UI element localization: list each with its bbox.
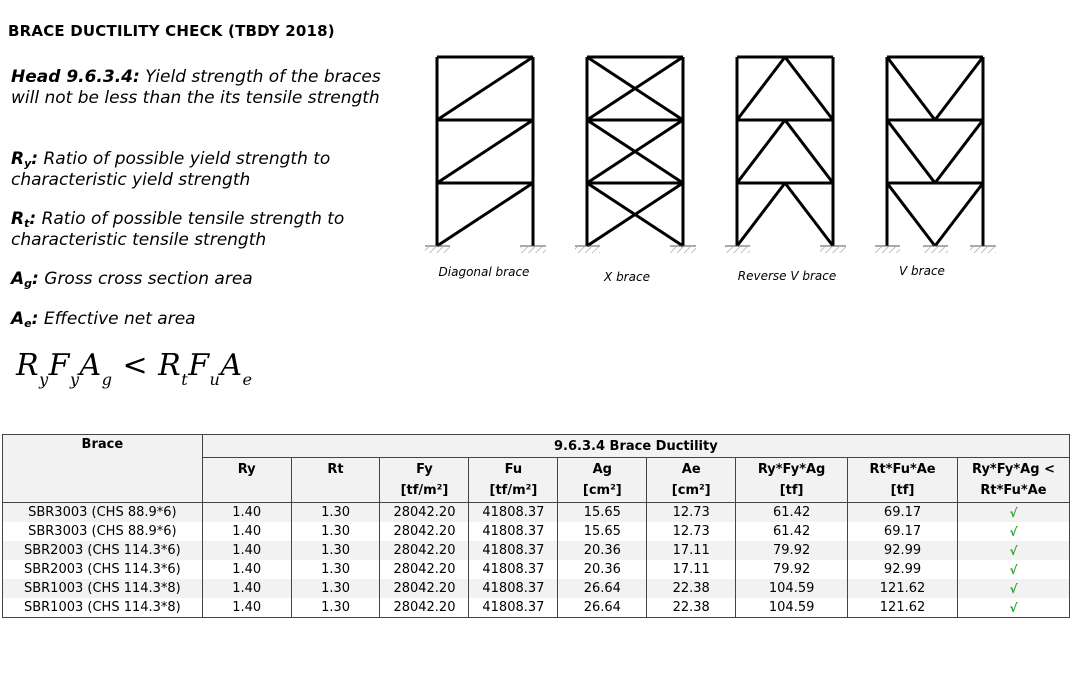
table-cell: 20.36 xyxy=(558,560,647,579)
check-status-cell: √ xyxy=(958,522,1070,541)
check-status-cell: √ xyxy=(958,560,1070,579)
table-cell: 28042.20 xyxy=(380,579,469,598)
table-cell: 41808.37 xyxy=(469,503,558,523)
table-row xyxy=(3,503,1070,523)
table-cell: 104.59 xyxy=(736,579,848,598)
check-status-cell: √ xyxy=(958,598,1070,618)
table-cell: 26.64 xyxy=(558,598,647,618)
table-cell: 41808.37 xyxy=(469,598,558,618)
brace-name-cell: SBR3003 (CHS 88.9*6) xyxy=(3,503,203,523)
table-cell: 28042.20 xyxy=(380,541,469,560)
head-text: Yield strength of the braces will not be less than the its tensile strength xyxy=(11,67,381,108)
table-cell: 61.42 xyxy=(736,522,848,541)
ry-definition xyxy=(11,149,401,190)
ae-text: Effective net area xyxy=(43,309,196,329)
table-cell: 26.64 xyxy=(558,579,647,598)
table-cell: 41808.37 xyxy=(469,579,558,598)
table-cell: 1.30 xyxy=(291,541,380,560)
table-cell: 17.11 xyxy=(647,560,736,579)
brace-name-cell: SBR2003 (CHS 114.3*6) xyxy=(3,541,203,560)
table-body xyxy=(3,503,1070,618)
table-cell: 1.40 xyxy=(202,579,291,598)
reverse-v-brace-frame xyxy=(737,57,833,246)
ry-text: Ratio of possible yield strength to characteristic yield strength xyxy=(11,149,331,190)
brace-name-cell: SBR3003 (CHS 88.9*6) xyxy=(3,522,203,541)
group-header: 9.6.3.4 Brace Ductility xyxy=(202,435,1069,458)
brace-name-cell: SBR2003 (CHS 114.3*6) xyxy=(3,560,203,579)
brace-name-cell: SBR1003 (CHS 114.3*8) xyxy=(3,579,203,598)
page-title: BRACE DUCTILITY CHECK (TBDY 2018) xyxy=(8,22,335,40)
table-cell: 41808.37 xyxy=(469,522,558,541)
table-cell: 1.40 xyxy=(202,560,291,579)
table-cell: 22.38 xyxy=(647,579,736,598)
diagonal-brace-caption: Diagonal brace xyxy=(438,265,530,279)
table-cell: 15.65 xyxy=(558,503,647,523)
table-cell: 79.92 xyxy=(736,560,848,579)
v-brace-caption: V brace xyxy=(899,264,945,278)
table-cell: 121.62 xyxy=(848,579,958,598)
table-cell: 1.30 xyxy=(291,503,380,523)
brace-column-header: Brace xyxy=(3,435,203,503)
head-label: Head 9.6.3.4: xyxy=(11,67,140,87)
column-header: Ry*Fy*Ag < Rt*Fu*Ae xyxy=(958,458,1070,503)
table-cell: 1.40 xyxy=(202,541,291,560)
ductility-formula: $R_yF_yA_g < R_tF_uA_e$ xyxy=(16,348,253,389)
ag-symbol: $A_g$: xyxy=(11,269,39,290)
table-cell: 1.40 xyxy=(202,503,291,523)
ag-text: Gross cross section area xyxy=(44,269,253,289)
diagonal-brace-frame xyxy=(437,57,533,246)
table-cell: 28042.20 xyxy=(380,560,469,579)
check-status-cell: √ xyxy=(958,503,1070,523)
table-cell: 28042.20 xyxy=(380,598,469,618)
table-cell: 1.30 xyxy=(291,579,380,598)
table-cell: 28042.20 xyxy=(380,522,469,541)
table-cell: 20.36 xyxy=(558,541,647,560)
table-cell: 41808.37 xyxy=(469,560,558,579)
brace-frame-diagrams xyxy=(420,50,1010,290)
table-cell: 121.62 xyxy=(848,598,958,618)
brace-name-cell: SBR1003 (CHS 114.3*8) xyxy=(3,598,203,618)
check-status-cell: √ xyxy=(958,579,1070,598)
table-cell: 1.30 xyxy=(291,522,380,541)
table-cell: 22.38 xyxy=(647,598,736,618)
column-header: Fy [tf/m²] xyxy=(380,458,469,503)
ae-definition xyxy=(11,309,196,330)
table-row xyxy=(3,579,1070,598)
column-header: Ag [cm²] xyxy=(558,458,647,503)
column-header: Rt xyxy=(291,458,380,503)
table-cell: 69.17 xyxy=(848,522,958,541)
table-cell: 12.73 xyxy=(647,522,736,541)
ag-definition xyxy=(11,269,253,290)
rt-text: Ratio of possible tensile strength to characteristic tensile strength xyxy=(11,209,345,250)
table-cell: 41808.37 xyxy=(469,541,558,560)
reverse-v-brace-caption: Reverse V brace xyxy=(737,269,837,283)
column-header: Ry xyxy=(202,458,291,503)
ground-supports xyxy=(425,246,996,253)
table-cell: 104.59 xyxy=(736,598,848,618)
column-header: Fu [tf/m²] xyxy=(469,458,558,503)
v-brace-frame xyxy=(887,57,983,246)
ae-symbol: $A_e$: xyxy=(11,309,39,330)
check-status-cell: √ xyxy=(958,541,1070,560)
table-cell: 92.99 xyxy=(848,560,958,579)
table-cell: 1.40 xyxy=(202,522,291,541)
table-cell: 28042.20 xyxy=(380,503,469,523)
ry-symbol: $R_y$: xyxy=(11,149,39,170)
column-header: Ae [cm²] xyxy=(647,458,736,503)
table-cell: 61.42 xyxy=(736,503,848,523)
column-header: Rt*Fu*Ae [tf] xyxy=(848,458,958,503)
table-row xyxy=(3,522,1070,541)
rt-symbol: $R_t$: xyxy=(11,209,37,230)
column-header: Ry*Fy*Ag [tf] xyxy=(736,458,848,503)
table-cell: 79.92 xyxy=(736,541,848,560)
table-row xyxy=(3,541,1070,560)
table-cell: 1.30 xyxy=(291,560,380,579)
brace-ductility-table xyxy=(2,434,1070,618)
table-cell: 69.17 xyxy=(848,503,958,523)
head-definition xyxy=(11,67,401,108)
rt-definition xyxy=(11,209,401,250)
table-cell: 1.30 xyxy=(291,598,380,618)
table-row xyxy=(3,598,1070,618)
table-cell: 17.11 xyxy=(647,541,736,560)
table-cell: 12.73 xyxy=(647,503,736,523)
table-row xyxy=(3,560,1070,579)
table-cell: 92.99 xyxy=(848,541,958,560)
table-cell: 15.65 xyxy=(558,522,647,541)
table-cell: 1.40 xyxy=(202,598,291,618)
x-brace-frame xyxy=(587,57,683,246)
x-brace-caption: X brace xyxy=(604,270,650,284)
